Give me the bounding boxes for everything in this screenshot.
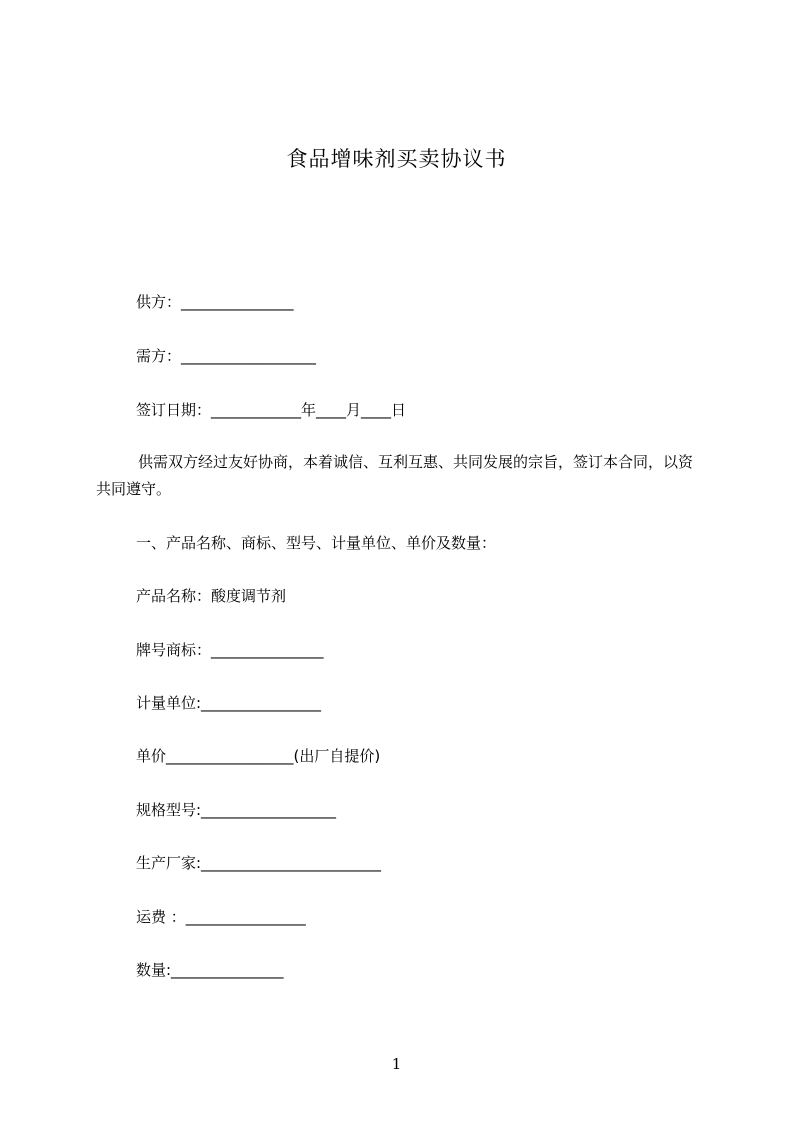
buyer-line: 需方：__________________	[136, 347, 317, 365]
unit-line: 计量单位:________________	[136, 694, 322, 712]
section1-heading: 一、产品名称、商标、型号、计量单位、单价及数量：	[136, 534, 497, 552]
price-line: 单价_________________(出厂自提价)	[136, 747, 381, 765]
freight-line: 运费 ：________________	[136, 908, 306, 926]
supplier-line: 供方：_______________	[136, 293, 294, 311]
product-name-line: 产品名称：酸度调节剂	[136, 587, 287, 605]
model-line: 规格型号:__________________	[136, 801, 337, 819]
document-title: 食品增味剂买卖协议书	[286, 147, 507, 171]
brand-line: 牌号商标：_______________	[136, 641, 324, 659]
page-number: 1	[391, 1055, 402, 1073]
sign-date-line: 签订日期：____________年____月____日	[136, 401, 407, 419]
manufacturer-line: 生产厂家:________________________	[136, 854, 382, 872]
quantity-line: 数量:_______________	[136, 961, 284, 979]
intro-paragraph	[96, 449, 696, 503]
intro-text: 供需双方经过友好协商，本着诚信、互利互惠、共同发展的宗旨，签订本合同，以资共同遵守。	[96, 453, 694, 498]
